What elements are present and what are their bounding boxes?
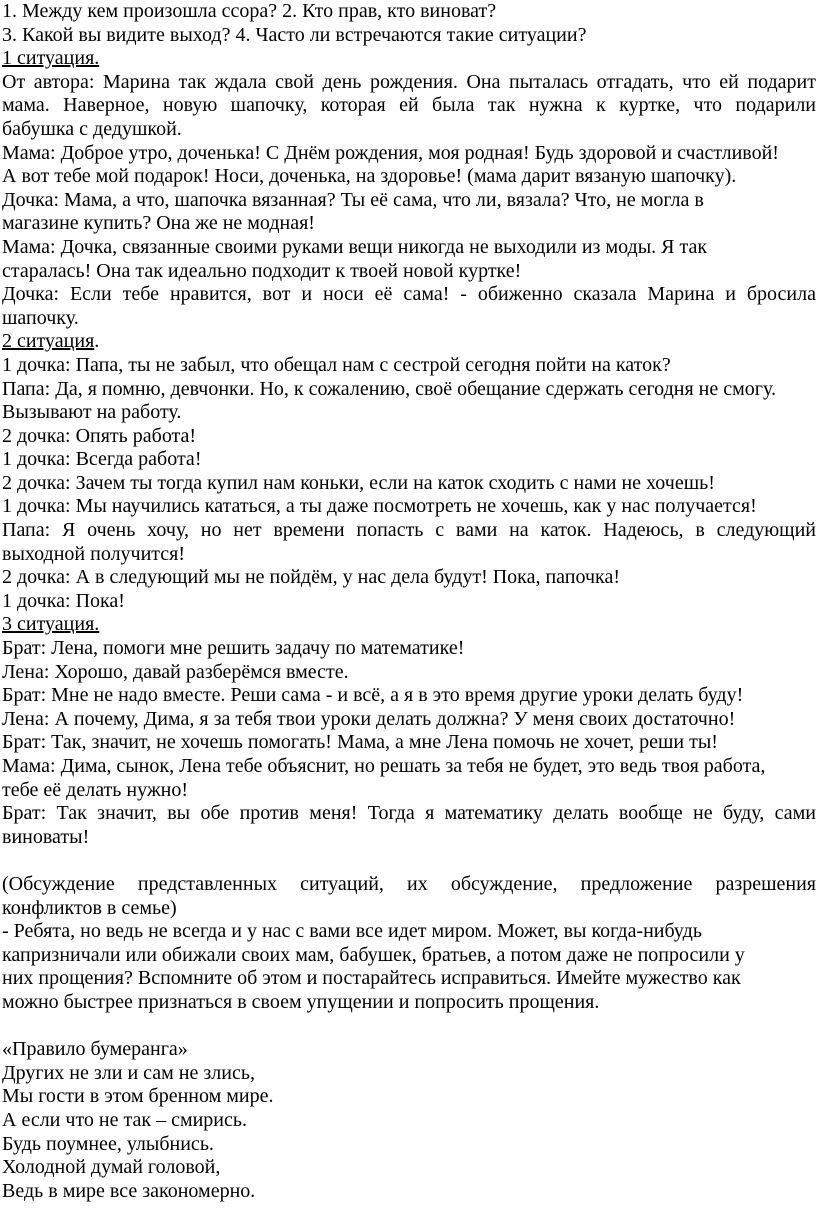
situation-2-line: выходной получится! (2, 542, 186, 565)
poem-line: Мы гости в этом бренном мире. (2, 1085, 274, 1108)
situation-2-heading (2, 330, 816, 354)
situation-2-heading-tail: . (94, 330, 100, 353)
situation-2-line: 1 дочка: Пока! (2, 589, 125, 612)
situation-1-heading (2, 47, 816, 71)
situation-2-line: Папа: Я очень хочу, но нет времени попасть с вами на каток. Надеюсь, в следующий (2, 519, 816, 542)
situation-3-line: Лена: Хорошо, давай разберёмся вместе. (2, 660, 349, 683)
situation-1-line: мама. Наверное, новую шапочку, которая ей была так нужна к куртке, что подарили (2, 94, 816, 117)
situation-3-line: Брат: Мне не надо вместе. Реши сама - и всё, а я в это время другие уроки делать буду! (2, 684, 744, 707)
situation-3-line: виноваты! (2, 825, 90, 848)
paragraph-spacer (2, 849, 816, 873)
situation-2-line: 1 дочка: Папа, ты не забыл, что обещал нам с сестрой сегодня пойти на каток? (2, 353, 671, 376)
paragraph-spacer (2, 1015, 816, 1039)
situation-2-line: 2 дочка: Опять работа! (2, 424, 197, 447)
discussion-line: них прощения? Вспомните об этом и постарайтесь исправиться. Имейте мужество как (2, 967, 741, 990)
poem-line: Ведь в мире все закономерно. (2, 1179, 256, 1202)
poem-title: «Правило бумеранга» (2, 1038, 188, 1061)
situation-1-line: Мама: Доброе утро, доченька! С Днём рождения, моя родная! Будь здоровой и счастливой! (2, 141, 779, 164)
discussion-line: - Ребята, но ведь не всегда и у нас с вами все идет миром. Может, вы когда-нибудь (2, 920, 702, 943)
situation-2-line: 2 дочка: А в следующий мы не пойдём, у нас дела будут! Пока, папочка! (2, 566, 620, 589)
situation-2-line: Вызывают на работу. (2, 401, 182, 424)
situation-1-line: Дочка: Мама, а что, шапочка вязанная? Ты её сама, что ли, вязала? Что, не могла в (2, 188, 704, 211)
situation-1-line: бабушка с дедушкой. (2, 117, 182, 140)
questions-line-2: 3. Какой вы видите выход? 4. Часто ли встречаются такие ситуации? (2, 23, 587, 46)
document-page (2, 0, 816, 1230)
discussion-line: конфликтов в семье) (2, 896, 177, 919)
poem-line: Будь поумнее, улыбнись. (2, 1132, 214, 1155)
situation-3-line: тебе её делать нужно! (2, 778, 189, 801)
questions-line-1: 1. Между кем произошла ссора? 2. Кто прав, кто виноват? (2, 0, 497, 22)
situation-1-line: магазине купить? Она же не модная! (2, 212, 315, 235)
situation-1-line: От автора: Марина так ждала свой день рождения. Она пыталась отгадать, что ей подарит (2, 70, 816, 93)
situation-3-line: Брат: Лена, помоги мне решить задачу по математике! (2, 637, 465, 660)
situation-3-line: Брат: Так значит, вы обе против меня! Тогда я математику делать вообще не буду, сами (2, 802, 816, 825)
situation-3-line: Брат: Так, значит, не хочешь помогать! Мама, а мне Лена помочь не хочет, реши ты! (2, 731, 718, 754)
situation-1-line: А вот тебе мой подарок! Носи, доченька, на здоровье! (мама дарит вязаную шапочку). (2, 165, 737, 188)
situation-1-line: Мама: Дочка, связанные своими руками вещи никогда не выходили из моды. Я так (2, 235, 708, 258)
situation-2-line: Папа: Да, я помню, девчонки. Но, к сожалению, своё обещание сдержать сегодня не смогу. (2, 377, 776, 400)
discussion-line: (Обсуждение представленных ситуаций, их обсуждение, предложение разрешения (2, 872, 816, 895)
situation-2-heading-text: 2 ситуация (2, 330, 95, 353)
situation-3-heading-text: 3 ситуация. (2, 613, 100, 636)
situation-1-heading-text: 1 ситуация. (2, 47, 100, 70)
situation-2-line: 1 дочка: Всегда работа! (2, 448, 202, 471)
situation-1-line: шапочку. (2, 306, 79, 329)
situation-1-line: Дочка: Если тебе нравится, вот и носи её сама! - обиженно сказала Марина и бросила (2, 283, 816, 306)
situation-3-line: Мама: Дима, сынок, Лена тебе объяснит, но решать за тебя не будет, это ведь твоя работа, (2, 755, 766, 777)
poem-line: Других не зли и сам не злись, (2, 1061, 255, 1084)
situation-3-heading (2, 613, 816, 637)
situation-2-line: 2 дочка: Зачем ты тогда купил нам коньки, если на каток сходить с нами не хочешь! (2, 471, 715, 494)
discussion-line: можно быстрее признаться в своем упущении и попросить прощения. (2, 990, 600, 1013)
situation-1-line: старалась! Она так идеально подходит к твоей новой куртке! (2, 259, 522, 282)
situation-3-line: Лена: А почему, Дима, я за тебя твои уроки делать должна? У меня своих достаточно! (2, 707, 736, 730)
poem-line: Холодной думай головой, (2, 1156, 221, 1179)
poem-line: А если что не так – смирись. (2, 1108, 248, 1131)
situation-2-line: 1 дочка: Мы научились кататься, а ты даже посмотреть не хочешь, как у нас получается! (2, 495, 757, 518)
discussion-line: капризничали или обижали своих мам, бабушек, братьев, а потом даже не попросили у (2, 943, 745, 966)
